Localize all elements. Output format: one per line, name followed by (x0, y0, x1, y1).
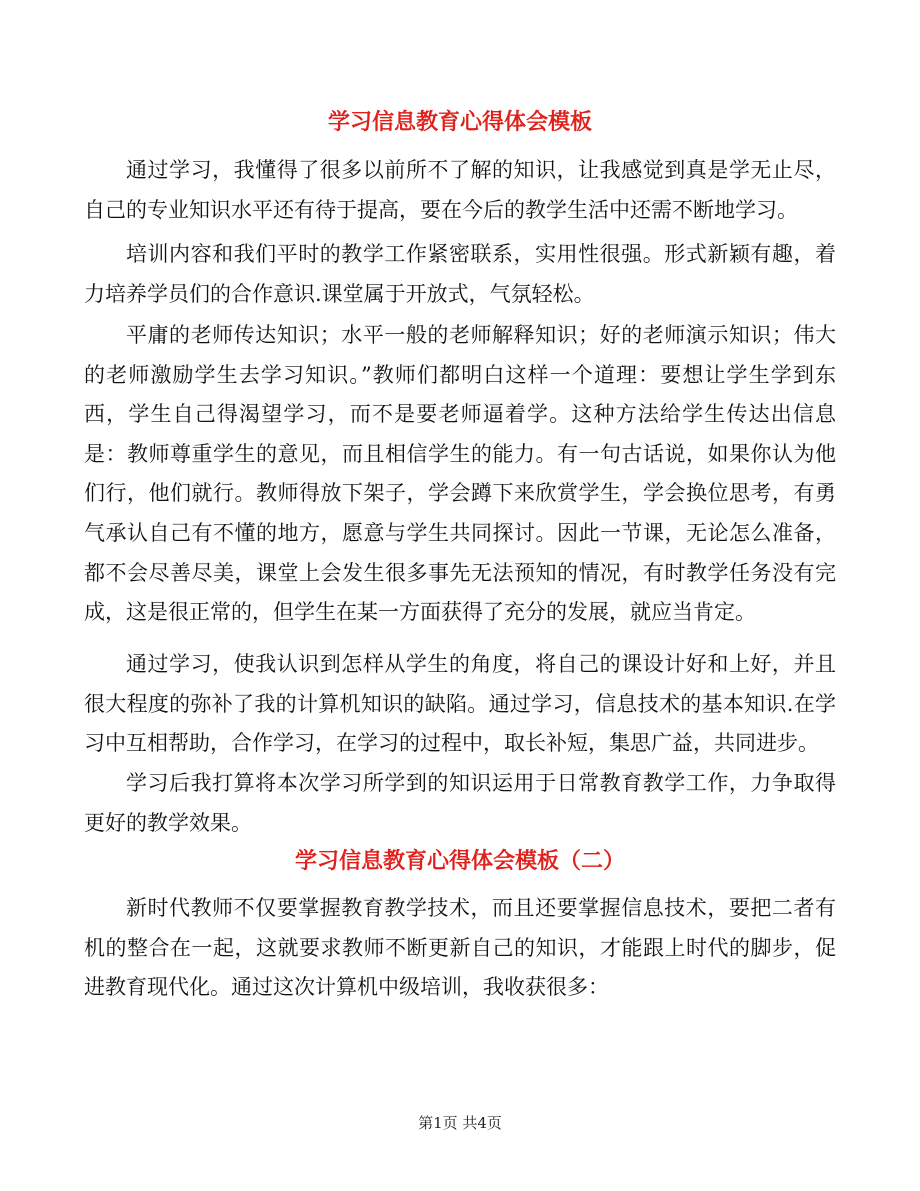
page-number-footer: 第1页 共4页 (418, 1114, 502, 1132)
paragraph-2: 培训内容和我们平时的教学工作紧密联系，实用性很强。形式新颖有趣，着力培养学员们的合作意识.课堂属于开放式，气氛轻松。 (84, 242, 836, 306)
section-title-2: 学习信息教育心得体会模板（二） (294, 848, 625, 874)
paragraph-4: 通过学习，使我认识到怎样从学生的角度，将自己的课设计好和上好，并且很大程度的弥补了我的计算机知识的缺陷。通过学习，信息技术的基本知识.在学习中互相帮助，合作学习，在学习的过程中，取长补短，集思广益，共同进步。 (84, 652, 836, 756)
paragraph-5: 学习后我打算将本次学习所学到的知识运用于日常教育教学工作，力争取得更好的教学效果。 (84, 771, 836, 835)
document-title: 学习信息教育心得体会模板 (327, 109, 592, 135)
paragraph-1: 通过学习，我懂得了很多以前所不了解的知识，让我感觉到真是学无止尽，自己的专业知识水平还有待于提高，要在今后的教学生活中还需不断地学习。 (84, 158, 836, 222)
paragraph-6: 新时代教师不仅要掌握教育教学技术，而且还要掌握信息技术，要把二者有机的整合在一起，这就要求教师不断更新自己的知识，才能跟上时代的脚步，促进教育现代化。通过这次计算机中级培训，我收获很多： (84, 896, 836, 1000)
paragraph-3: 平庸的老师传达知识；水平一般的老师解释知识；好的老师演示知识；伟大的老师激励学生去学习知识。”教师们都明白这样一个道理：要想让学生学到东西，学生自己得渴望学习，而不是要老师逼着学。这种方法给学生传达出信息是：教师尊重学生的意见，而且相信学生的能力。有一句古话说，如果你认为他们行，他们就行。教师得放下架子，学会蹲下来欣赏学生，学会换位思考，有勇气承认自己有不懂的地方，愿意与学生共同探讨。因此一节课，无论怎么准备，都不会尽善尽美，课堂上会发生很多事先无法预知的情况，有时教学任务没有完成，这是很正常的，但学生在某一方面获得了充分的发展，就应当肯定。 (84, 323, 836, 625)
